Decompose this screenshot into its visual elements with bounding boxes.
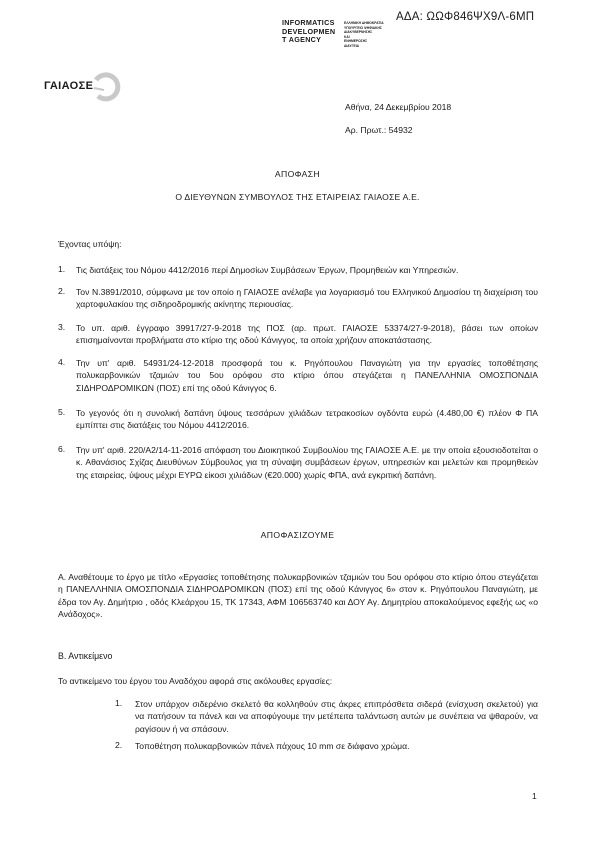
- ministry-line: ΕΝΗΜΕΡΩΣΗΣ: [344, 39, 368, 43]
- item-number: 5.: [58, 407, 66, 417]
- issuer-title: Ο ΔΙΕΥΘΥΝΩΝ ΣΥΜΒΟΥΛΟΣ ΤΗΣ ΕΤΑΙΡΕΙΑΣ ΓΑΙΑΟΣΕ Α.Ε.: [175, 192, 420, 202]
- section-a-text: Α. Αναθέτουμε το έργο με τίτλο «Εργασίες τοποθέτησης πολυκαρβονικών τζαμιών του 5ου ορόφου στο κτίριο όπου στεγάζεται η ΠΑΝΕΛΛΗΝΙΑ ΟΜΟΣΠΟΝΔΙΑ ΣΙΔΗΡΟΔΡΟΜΙΚΩΝ (ΠΟΣ) επί της οδού Κάνιγγος 6» στον κ. Ρηγόπουλου Παναγιώτη, με έδρα τον Αγ. Δημήτριο , οδός Κλεάρχου 15, ΤΚ 17343, ΑΦΜ 106563740 και ΔΟΥ Αγ. Δημητρίου αποκαλούμενος εφεξής ως «ο Ανάδοχος».: [58, 572, 538, 619]
- item-number: 4.: [58, 357, 66, 367]
- list-item: Την υπ' αριθ. 220/Α2/14-11-2016 απόφαση του Διοικητικού Συμβουλίου της ΓΑΙΑΟΣΕ Α.Ε. με την οποία εξουσιοδοτείται ο κ. Αθανάσιος Σχίζας Διευθύνων Σύμβουλος για τη σύναψη συμβάσεων έργων, υπηρεσιών και μελετών και προμηθειών της εταιρείας, ύψους μέχρι ΕΥΡΩ είκοσι χιλιάδων (€20.000) χωρίς ΦΠΑ, ανά εγκριτική δαπάνη.: [76, 445, 538, 480]
- ministry-line: ΔΙΑΚΥΒΕΡΝΗΣΗΣ: [344, 30, 373, 34]
- ministry-line: ΔΙΑΥΓΕΙΑ: [344, 43, 360, 48]
- idu-line: DEVELOPMEN: [282, 26, 336, 36]
- item-number: 3.: [58, 322, 66, 332]
- ada-code: ΑΔΑ: ΩΩΦ846ΨΧ9Λ-6ΜΠ: [396, 11, 535, 23]
- list-item: Την υπ' αριθ. 54931/24-12-2018 προσφορά του κ. Ρηγόπουλου Παναγιώτη για την εργασίες τοποθέτησης πολυκαρβονικών τζαμιών του 5ου ορόφου στο κτίριο όπου στεγάζεται η ΠΑΝΕΛΛΗΝΙΑ ΟΜΟΣΠΟΝΔΙΑ ΣΙΔΗΡΟΔΡΟΜΙΚΩΝ (ΠΟΣ) επί της οδού Κάνιγγος 6.: [76, 358, 538, 393]
- sub-list-item: Τοποθέτηση πολυκαρβονικών πάνελ πάχους 10 mm σε διάφανο χρώμα.: [135, 741, 410, 751]
- protocol-number: Αρ. Πρωτ.: 54932: [345, 125, 413, 135]
- document-title: ΑΠΟΦΑΣΗ: [274, 169, 321, 179]
- ministry-line: ΚΑΙ: [344, 34, 350, 39]
- item-number: 6.: [58, 444, 66, 454]
- ministry-line: ΥΠΟΥΡΓΕΙΟ ΨΗΦΙΑΚΗΣ: [344, 25, 382, 30]
- ministry-line: ΕΛΛΗΝΙΚΗ ΔΗΜΟΚΡΑΤΙΑ: [344, 21, 384, 25]
- list-item: Το υπ. αριθ. έγγραφο 39917/27-9-2018 της ΠΟΣ (αρ. πρωτ. ΓΑΙΑΟΣΕ 53374/27-9-2018), βάσει των οποίων επισημαίνονται προβλήματα στο κτίριο της οδού Κάνιγγος, τα οποία χρήζουν αποκατάστασης.: [76, 323, 538, 346]
- document-date: Αθήνα, 24 Δεκεμβρίου 2018: [345, 102, 452, 112]
- sub-list-item: Στον υπάρχον σιδερένιο σκελετό θα κολληθούν στις άκρες επιπρόσθετα σιδερά (ενίσχυση σκελετού) για να πατήσουν τα πάνελ και να αποφύγουμε την μετέπειτα ταλάντωση αυτών με συνέπεια να ψθαρούν, να ραγίσουν ή να σπάσουν.: [135, 699, 538, 734]
- scope-intro: Το αντικείμενο του έργου του Αναδόχου αφορά στις ακόλουθες εργασίες:: [58, 676, 333, 686]
- considering-label: Έχοντας υπόψη:: [58, 239, 122, 249]
- logo-swoosh-icon: [90, 64, 124, 104]
- item-number: 1.: [58, 264, 66, 274]
- idu-line: INFORMATICS: [282, 18, 335, 27]
- sub-item-number: 2.: [115, 740, 123, 750]
- gaiaose-logo: [44, 76, 114, 102]
- section-b-heading: Β. Αντικείμενο: [58, 651, 113, 661]
- list-item: Το γεγονός ότι η συνολική δαπάνη ύψους τεσσάρων χιλιάδων τετρακοσίων ογδόντα ευρώ (4.480,00 €) πλέον Φ ΠΑ εμπίπτει στις διατάξεις του Νόμου 4412/2016.: [76, 408, 538, 431]
- page-number: 1: [532, 791, 537, 801]
- ministry-text: [344, 21, 398, 48]
- idu-logo-text: [282, 19, 340, 45]
- sub-item-number: 1.: [115, 698, 123, 708]
- list-item: Τον Ν.3891/2010, σύμφωνα με τον οποίο η ΓΑΙΑΟΣΕ ανέλαβε για λογαριασμό του Ελληνικού Δημοσίου τη διαχείριση του χαρτοφυλακίου της σιδηροδρομικής ακίνητης περιουσίας.: [76, 287, 538, 310]
- decide-heading: ΑΠΟΦΑΣΙΖΟΥΜΕ: [260, 530, 335, 540]
- list-item: Τις διατάξεις του Νόμου 4412/2016 περί Δημοσίων Συμβάσεων Έργων, Προμηθειών και Υπηρεσιών.: [76, 265, 459, 275]
- item-number: 2.: [58, 286, 66, 296]
- idu-line: T AGENCY: [282, 35, 322, 45]
- logo-text: ΓΑΙΑΟΣΕ: [44, 80, 94, 92]
